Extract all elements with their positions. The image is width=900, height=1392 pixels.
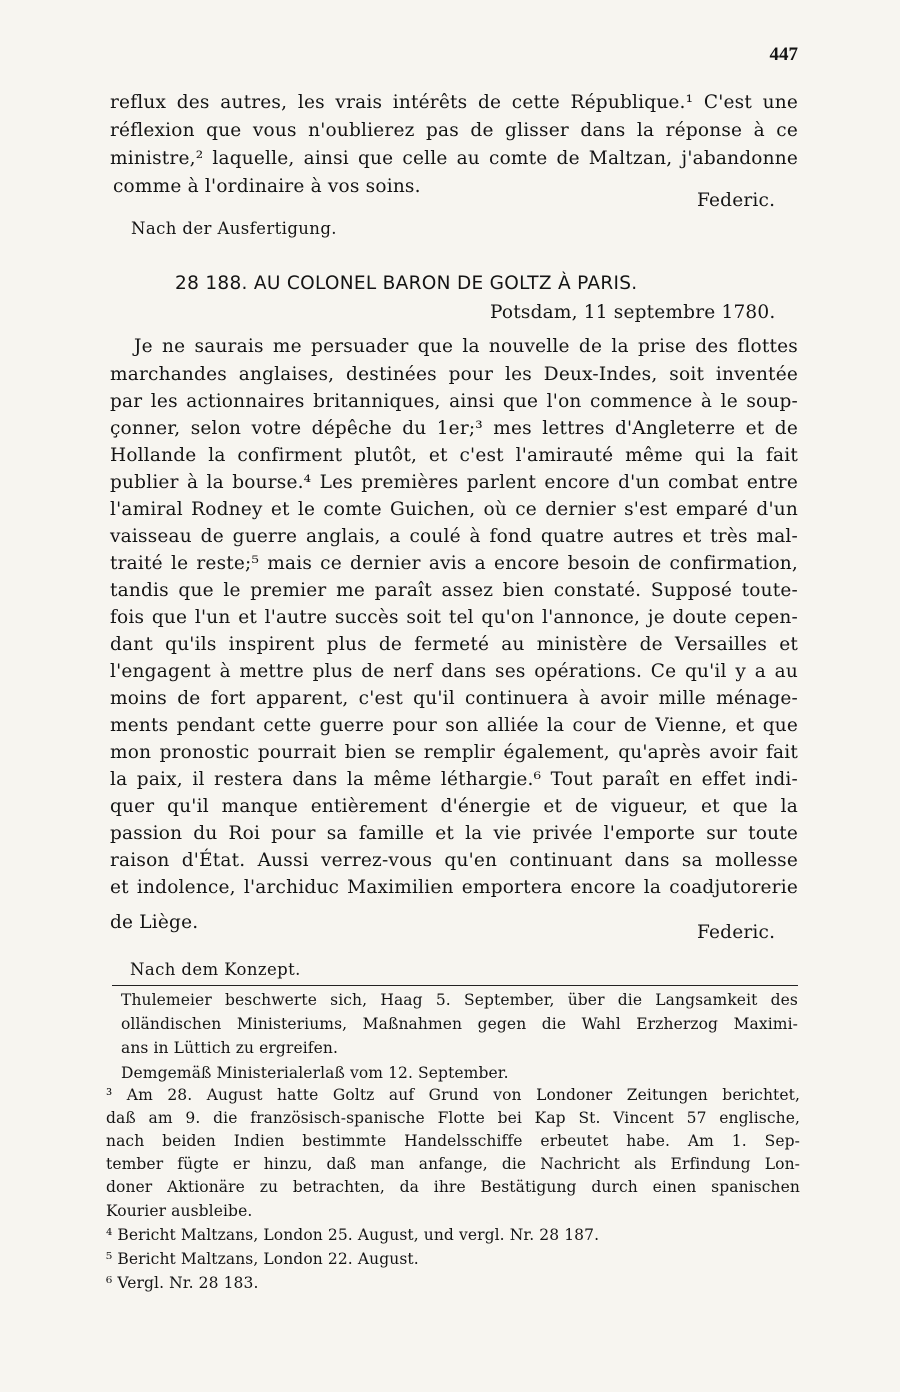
page-number: 447 [769, 44, 798, 65]
signature: Federic. [697, 190, 776, 211]
footnote-divider [112, 985, 798, 986]
footnote-line: Demgemäß Ministerialerlaß vom 12. September. [121, 1064, 509, 1082]
text-line: Je ne saurais me persuader que la nouvelle de la prise des flottes [134, 336, 798, 357]
text-line: moins de fort apparent, c'est qu'il continuera à avoir mille ménage- [110, 688, 798, 709]
footnote-line: ⁶ Vergl. Nr. 28 183. [106, 1274, 259, 1292]
letter-heading: 28 188. AU COLONEL BARON DE GOLTZ À PARIS. [175, 273, 638, 294]
text-line: par les actionnaires britanniques, ainsi que l'on commence à le soup- [110, 391, 798, 412]
text-line: traité le reste;⁵ mais ce dernier avis a encore besoin de confirmation, [110, 553, 798, 574]
footnote-line: nach beiden Indien bestimmte Handelsschiffe erbeutet habe. Am 1. Sep- [106, 1132, 800, 1150]
text-line: reflux des autres, les vrais intérêts de cette République.¹ C'est une [110, 92, 798, 113]
source-note: Nach der Ausfertigung. [131, 219, 337, 238]
text-line: et indolence, l'archiduc Maximilien emportera encore la coadjutorerie [110, 877, 798, 898]
text-line: comme à l'ordinaire à vos soins. [113, 176, 421, 197]
text-line: passion du Roi pour sa famille et la vie privée l'emporte sur toute [110, 823, 798, 844]
text-line: fois que l'un et l'autre succès soit tel qu'on l'annonce, je doute cepen- [110, 607, 798, 628]
footnote-line: tember fügte er hinzu, daß man anfange, die Nachricht als Erfindung Lon- [106, 1155, 800, 1173]
text-line: ministre,² laquelle, ainsi que celle au comte de Maltzan, j'abandonne [110, 148, 798, 169]
footnote-line: Thulemeier beschwerte sich, Haag 5. September, über die Langsamkeit des [121, 991, 798, 1009]
footnote-line: daß am 9. die französisch-spanische Flotte bei Kap St. Vincent 57 englische, [106, 1109, 800, 1127]
footnote-line: doner Aktionäre zu betrachten, da ihre Bestätigung durch einen spanischen [106, 1178, 800, 1196]
signature: Federic. [697, 922, 776, 943]
text-line: de Liège. [110, 912, 199, 933]
text-line: ments pendant cette guerre pour son alliée la cour de Vienne, et que [110, 715, 798, 736]
footnote-line: ⁵ Bericht Maltzans, London 22. August. [106, 1250, 419, 1268]
footnote-line: Kourier ausbleibe. [106, 1202, 253, 1220]
dateline: Potsdam, 11 septembre 1780. [490, 302, 776, 323]
footnote-line: ans in Lüttich zu ergreifen. [121, 1039, 338, 1057]
text-line: Hollande la confirment plutôt, et c'est l'amirauté même qui la fait [110, 445, 798, 466]
footnote-line: ⁴ Bericht Maltzans, London 25. August, und vergl. Nr. 28 187. [106, 1226, 600, 1244]
text-line: l'engagent à mettre plus de nerf dans ses opérations. Ce qu'il y a au [110, 661, 798, 682]
text-line: l'amiral Rodney et le comte Guichen, où ce dernier s'est emparé d'un [110, 499, 798, 520]
text-line: publier à la bourse.⁴ Les premières parlent encore d'un combat entre [110, 472, 798, 493]
text-line: quer qu'il manque entièrement d'énergie et de vigueur, et que la [110, 796, 798, 817]
text-line: la paix, il restera dans la même léthargie.⁶ Tout paraît en effet indi- [110, 769, 798, 790]
text-line: vaisseau de guerre anglais, a coulé à fond quatre autres et très mal- [110, 526, 798, 547]
text-line: réflexion que vous n'oublierez pas de glisser dans la réponse à ce [110, 120, 798, 141]
footnote-line: olländischen Ministeriums, Maßnahmen gegen die Wahl Erzherzog Maximi- [121, 1015, 798, 1033]
text-line: mon pronostic pourrait bien se remplir également, qu'après avoir fait [110, 742, 798, 763]
text-line: dant qu'ils inspirent plus de fermeté au ministère de Versailles et [110, 634, 798, 655]
source-note: Nach dem Konzept. [130, 960, 301, 979]
text-line: raison d'État. Aussi verrez-vous qu'en continuant dans sa mollesse [110, 850, 798, 871]
text-line: çonner, selon votre dépêche du 1er;³ mes lettres d'Angleterre et de [110, 418, 798, 439]
footnote-line: ³ Am 28. August hatte Goltz auf Grund von Londoner Zeitungen berichtet, [106, 1086, 800, 1104]
text-line: marchandes anglaises, destinées pour les Deux-Indes, soit inventée [110, 364, 798, 385]
text-line: tandis que le premier me paraît assez bien constaté. Supposé toute- [110, 580, 798, 601]
